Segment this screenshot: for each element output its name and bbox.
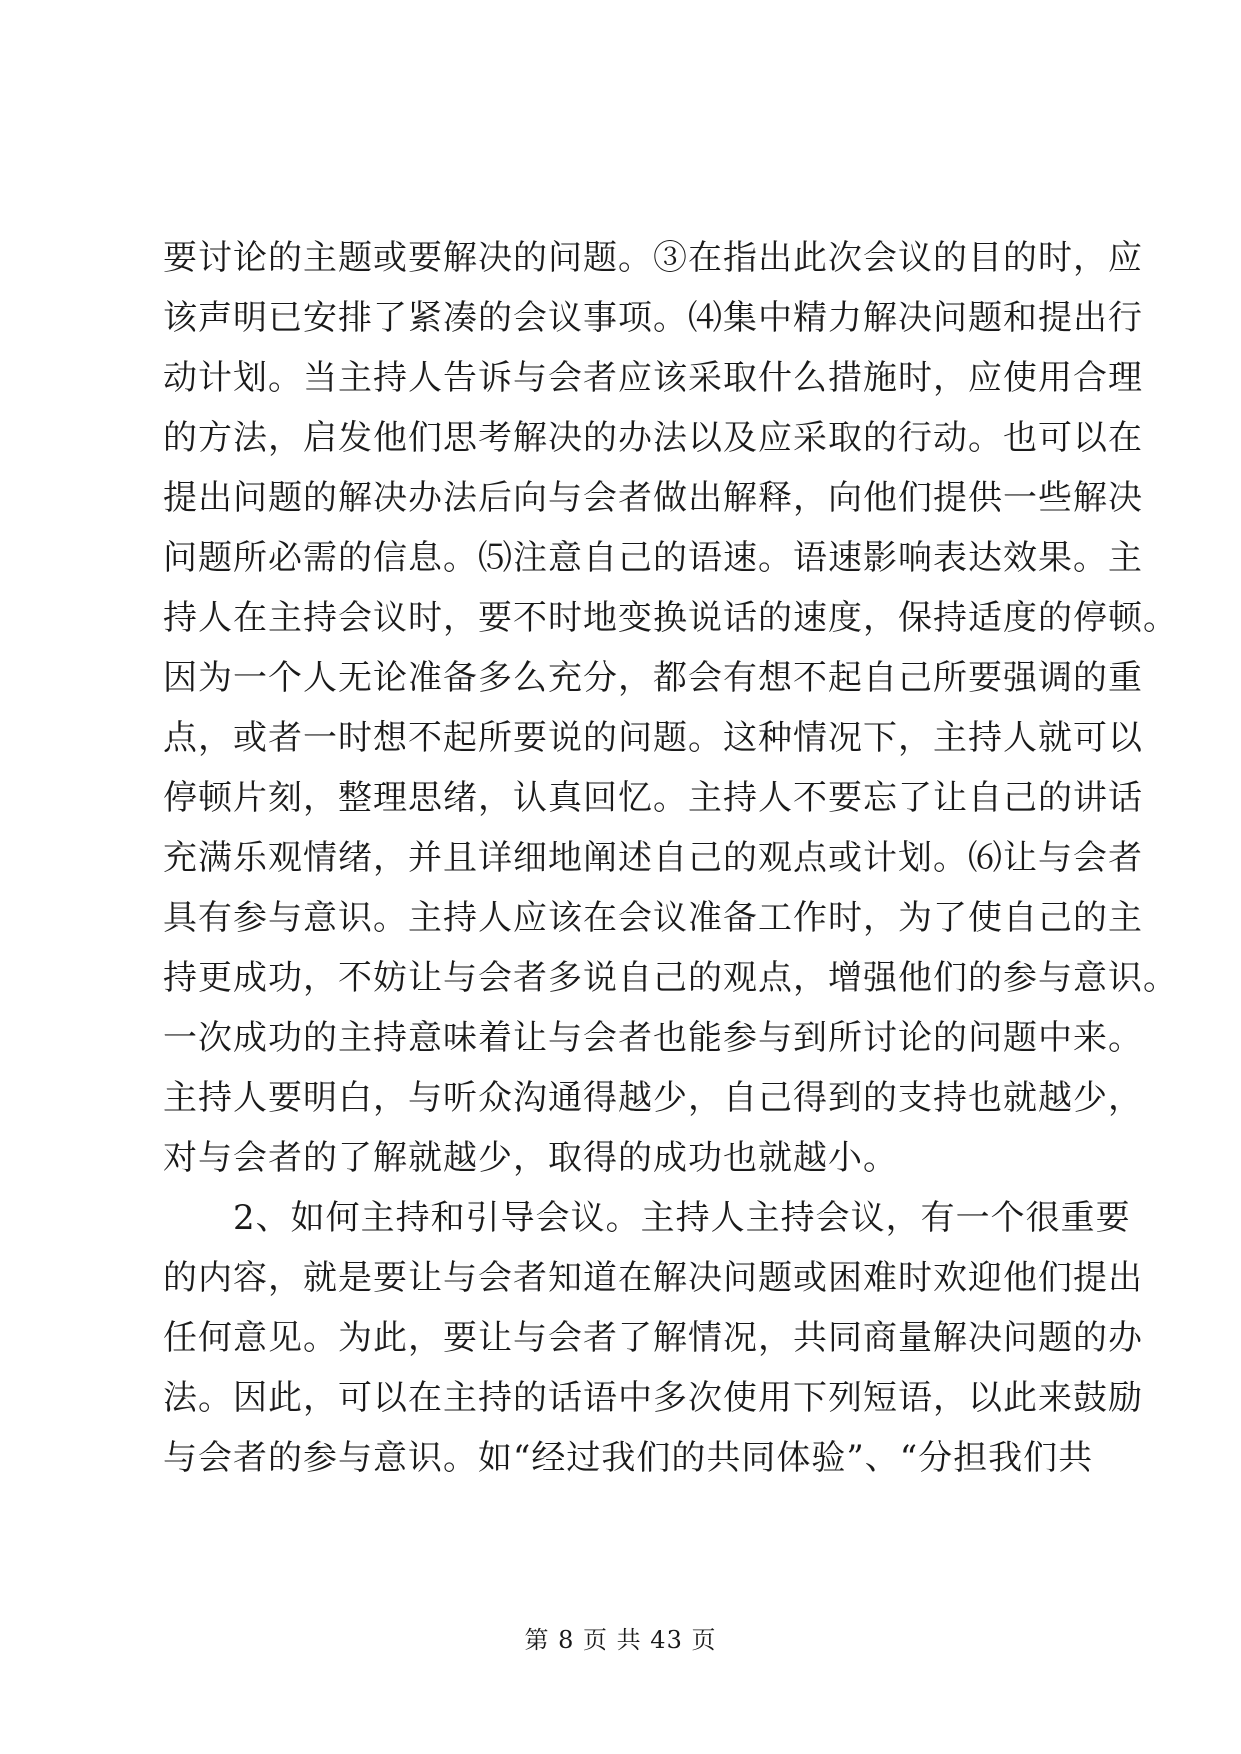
text-line: 持人在主持会议时，要不时地变换说话的速度，保持适度的停顿。 — [163, 598, 1178, 638]
page-footer — [0, 1620, 1241, 1655]
text-line: 充满乐观情绪，并且详细地阐述自己的观点或计划。⑹让与会者 — [163, 838, 1143, 878]
text-line: 该声明已安排了紧凑的会议事项。⑷集中精力解决问题和提出行 — [163, 298, 1143, 338]
text-line: 提出问题的解决办法后向与会者做出解释，向他们提供一些解决 — [163, 478, 1143, 518]
text-line: 的方法，启发他们思考解决的办法以及应采取的行动。也可以在 — [163, 418, 1143, 458]
text-line: 一次成功的主持意味着让与会者也能参与到所讨论的问题中来。 — [163, 1018, 1143, 1058]
page-number-label: 第 8 页 共 43 页 — [524, 1626, 717, 1654]
text-line: 要讨论的主题或要解决的问题。③在指出此次会议的目的时，应 — [163, 238, 1143, 278]
text-line: 因为一个人无论准备多么充分，都会有想不起自己所要强调的重 — [163, 658, 1143, 698]
text-line: 2、如何主持和引导会议。主持人主持会议，有一个很重要 — [163, 1198, 1131, 1238]
text-line: 问题所必需的信息。⑸注意自己的语速。语速影响表达效果。主 — [163, 538, 1143, 578]
text-line: 对与会者的了解就越少，取得的成功也就越小。 — [163, 1138, 898, 1178]
text-line: 的内容，就是要让与会者知道在解决问题或困难时欢迎他们提出 — [163, 1258, 1143, 1298]
text-line: 停顿片刻，整理思绪，认真回忆。主持人不要忘了让自己的讲话 — [163, 778, 1143, 818]
text-line: 具有参与意识。主持人应该在会议准备工作时，为了使自己的主 — [163, 898, 1143, 938]
text-line: 与会者的参与意识。如“经过我们的共同体验”、“分担我们共 — [163, 1438, 1094, 1478]
body-text — [163, 228, 1178, 1488]
text-line: 法。因此，可以在主持的话语中多次使用下列短语，以此来鼓励 — [163, 1378, 1143, 1418]
text-line: 主持人要明白，与听众沟通得越少，自己得到的支持也就越少， — [163, 1078, 1143, 1118]
text-line: 持更成功，不妨让与会者多说自己的观点，增强他们的参与意识。 — [163, 958, 1178, 998]
text-line: 动计划。当主持人告诉与会者应该采取什么措施时，应使用合理 — [163, 358, 1143, 398]
text-line: 点，或者一时想不起所要说的问题。这种情况下，主持人就可以 — [163, 718, 1143, 758]
text-line: 任何意见。为此，要让与会者了解情况，共同商量解决问题的办 — [163, 1318, 1143, 1358]
